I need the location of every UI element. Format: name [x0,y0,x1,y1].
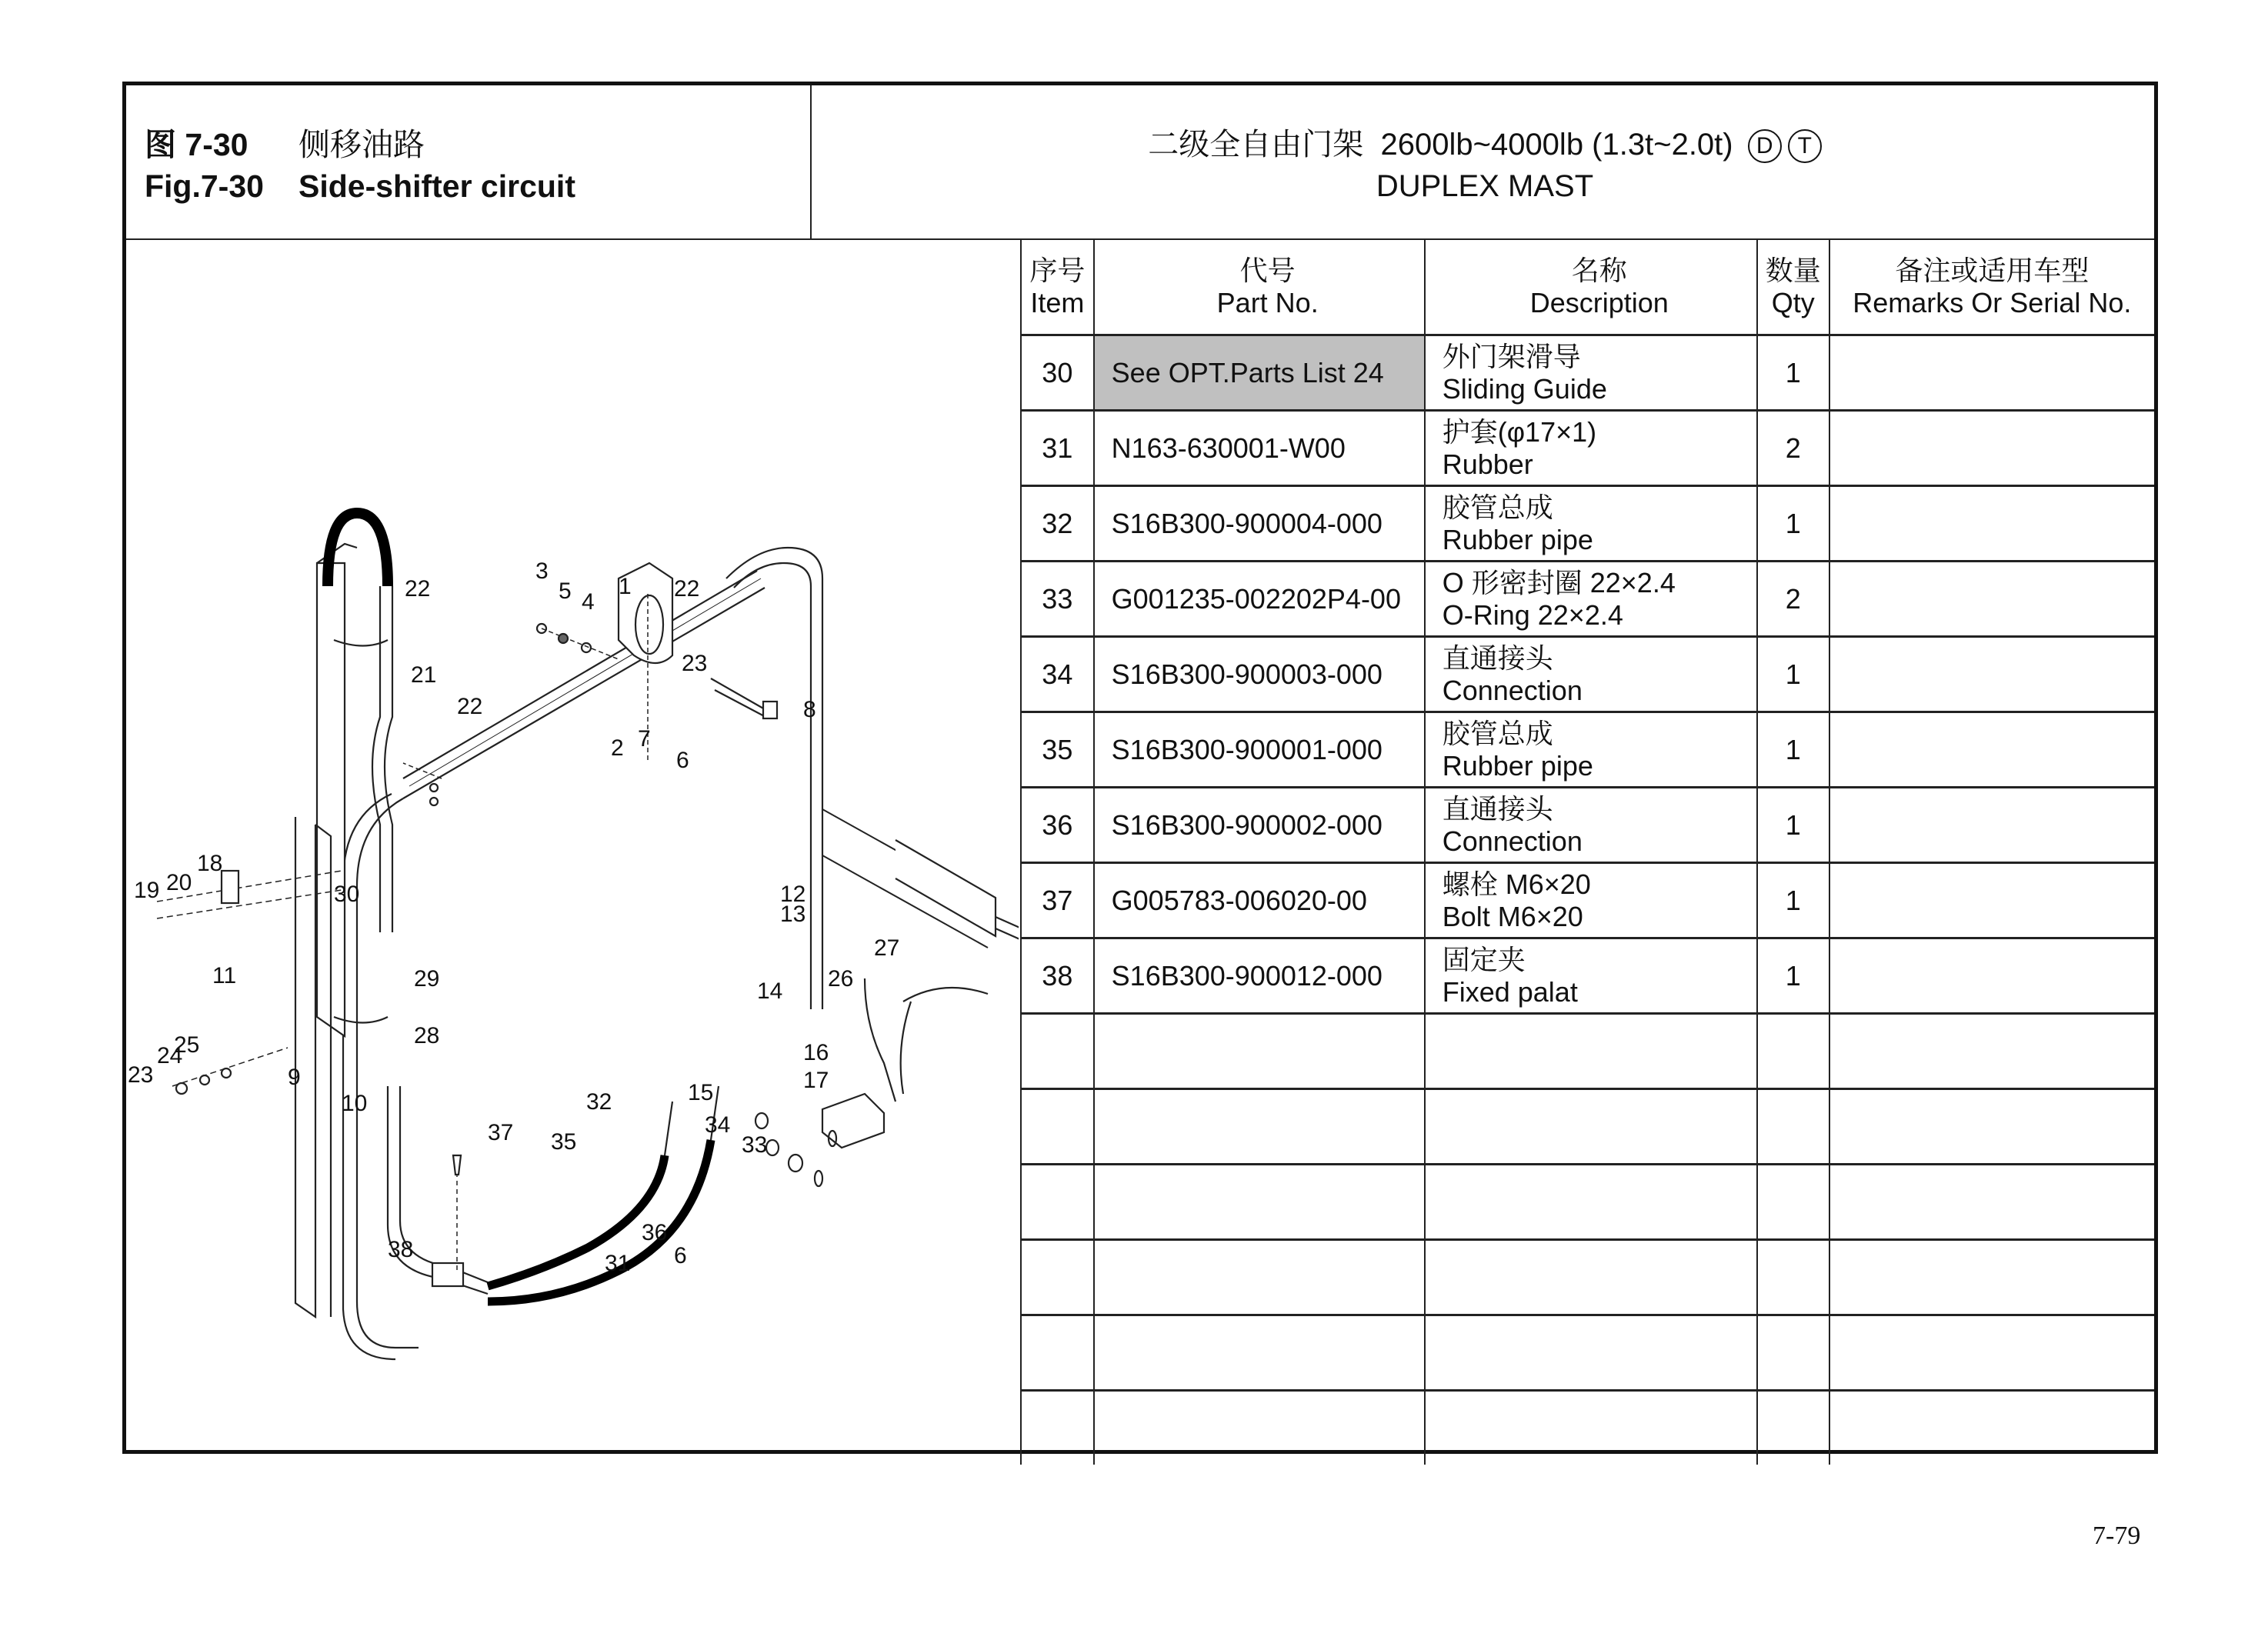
cell-part-no: G001235-002202P4-00 [1094,562,1425,637]
figure-name-cn: 侧移油路 [299,127,425,162]
svg-text:14: 14 [757,978,783,1004]
figure-number-en: Fig.7-30 [145,168,264,204]
cell-qty: 1 [1757,637,1829,712]
badge-d-icon: D [1748,129,1782,163]
cell-part-no: N163-630001-W00 [1094,411,1425,486]
table-row-empty [1021,1315,2154,1391]
table-row [1021,863,2154,938]
mast-capacity-range: 2600lb~4000lb (1.3t~2.0t) [1380,128,1733,162]
table-row [1021,562,2154,637]
cell-description: O 形密封圈 22×2.4 O-Ring 22×2.4 [1425,562,1757,637]
cell-remarks [1829,637,2154,712]
cell-part-no: S16B300-900001-000 [1094,712,1425,788]
svg-text:38: 38 [388,1237,414,1262]
svg-text:26: 26 [828,966,854,992]
svg-text:23: 23 [128,1062,154,1088]
diagram-callouts [128,558,899,1276]
cell-item: 37 [1021,863,1094,938]
svg-text:36: 36 [642,1220,668,1245]
cell-part-no: S16B300-900004-000 [1094,486,1425,562]
svg-text:5: 5 [559,578,572,604]
cell-qty: 1 [1757,788,1829,863]
cell-remarks [1829,562,2154,637]
cell-item: 36 [1021,788,1094,863]
cell-item: 34 [1021,637,1094,712]
col-header-remarks: 备注或适用车型 Remarks Or Serial No. [1829,240,2154,335]
cell-qty: 1 [1757,712,1829,788]
svg-text:15: 15 [688,1080,714,1105]
figure-name-en: Side-shifter circuit [299,168,575,204]
parts-table [1020,240,2154,1465]
table-row-empty [1021,1165,2154,1240]
table-row-empty [1021,1240,2154,1315]
cell-qty: 2 [1757,411,1829,486]
cell-item: 33 [1021,562,1094,637]
figure-title-cn [145,119,425,165]
col-header-part-no: 代号 Part No. [1094,240,1425,335]
cell-description: 固定夹 Fixed palat [1425,938,1757,1014]
svg-text:1: 1 [619,574,632,599]
svg-text:16: 16 [803,1040,829,1065]
svg-text:19: 19 [134,878,160,903]
cell-description: 胶管总成 Rubber pipe [1425,712,1757,788]
figure-title-en [145,168,575,205]
cell-remarks [1829,712,2154,788]
svg-text:22: 22 [457,694,483,719]
cell-remarks [1829,863,2154,938]
table-row-empty [1021,1391,2154,1465]
parts-page-frame [122,82,2158,1454]
cell-qty: 1 [1757,335,1829,411]
mast-title-en: DUPLEX MAST [1376,169,1594,203]
svg-text:23: 23 [682,651,708,676]
cell-remarks [1829,938,2154,1014]
col-header-qty: 数量 Qty [1757,240,1829,335]
cell-item: 38 [1021,938,1094,1014]
figure-number-cn: 图 7-30 [145,127,248,162]
svg-text:35: 35 [551,1129,577,1155]
table-row [1021,637,2154,712]
mast-title [812,124,2158,207]
cell-qty: 1 [1757,863,1829,938]
cell-description: 直通接头 Connection [1425,788,1757,863]
svg-text:18: 18 [197,851,223,876]
svg-text:32: 32 [586,1089,612,1115]
table-row [1021,788,2154,863]
svg-text:8: 8 [803,697,816,722]
cell-qty: 1 [1757,486,1829,562]
svg-text:31: 31 [605,1251,631,1276]
svg-text:20: 20 [166,870,192,895]
cell-item: 31 [1021,411,1094,486]
cell-remarks [1829,335,2154,411]
table-row [1021,486,2154,562]
cell-remarks [1829,788,2154,863]
svg-text:6: 6 [676,748,689,773]
svg-text:22: 22 [405,576,431,602]
svg-text:12: 12 [780,882,806,907]
table-header-row [1021,240,2154,335]
svg-text:27: 27 [874,935,900,961]
svg-text:25: 25 [174,1032,200,1058]
page-number: 7-79 [2093,1522,2141,1550]
mast-title-cn: 二级全自由门架 [1148,128,1364,162]
cell-part-no: S16B300-900003-000 [1094,637,1425,712]
table-row [1021,411,2154,486]
cell-item: 32 [1021,486,1094,562]
col-header-description: 名称 Description [1425,240,1757,335]
svg-text:3: 3 [535,558,549,584]
cell-description: 直通接头 Connection [1425,637,1757,712]
cell-part-no: S16B300-900002-000 [1094,788,1425,863]
cell-item: 35 [1021,712,1094,788]
cell-item: 30 [1021,335,1094,411]
svg-text:21: 21 [411,662,437,688]
table-row [1021,335,2154,411]
badge-t-icon: T [1788,129,1822,163]
svg-text:11: 11 [212,963,237,988]
svg-text:24: 24 [157,1043,183,1068]
table-row-empty [1021,1089,2154,1165]
svg-text:33: 33 [742,1132,768,1158]
svg-text:22: 22 [674,576,700,602]
svg-text:37: 37 [488,1120,514,1145]
cell-remarks [1829,486,2154,562]
svg-text:13: 13 [780,902,806,927]
cell-remarks [1829,411,2154,486]
table-row-empty [1021,1014,2154,1089]
svg-text:9: 9 [288,1065,301,1090]
svg-text:30: 30 [334,882,360,907]
table-row [1021,938,2154,1014]
table-row [1021,712,2154,788]
svg-text:7: 7 [638,726,651,752]
cell-description: 螺栓 M6×20 Bolt M6×20 [1425,863,1757,938]
cell-qty: 2 [1757,562,1829,637]
cell-qty: 1 [1757,938,1829,1014]
svg-text:10: 10 [342,1091,368,1116]
exploded-diagram [126,240,1019,1454]
svg-text:4: 4 [582,589,595,615]
cell-part-no: G005783-006020-00 [1094,863,1425,938]
svg-text:2: 2 [611,735,624,761]
svg-text:34: 34 [705,1112,731,1138]
svg-text:29: 29 [414,966,440,992]
cell-part-no: S16B300-900012-000 [1094,938,1425,1014]
svg-text:28: 28 [414,1023,440,1048]
svg-text:17: 17 [803,1068,829,1093]
cell-part-no: See OPT.Parts List 24 [1094,335,1425,411]
cell-description: 胶管总成 Rubber pipe [1425,486,1757,562]
cell-description: 护套(φ17×1) Rubber [1425,411,1757,486]
cell-description: 外门架滑导 Sliding Guide [1425,335,1757,411]
svg-text:6: 6 [674,1243,687,1268]
col-header-item: 序号 Item [1021,240,1094,335]
